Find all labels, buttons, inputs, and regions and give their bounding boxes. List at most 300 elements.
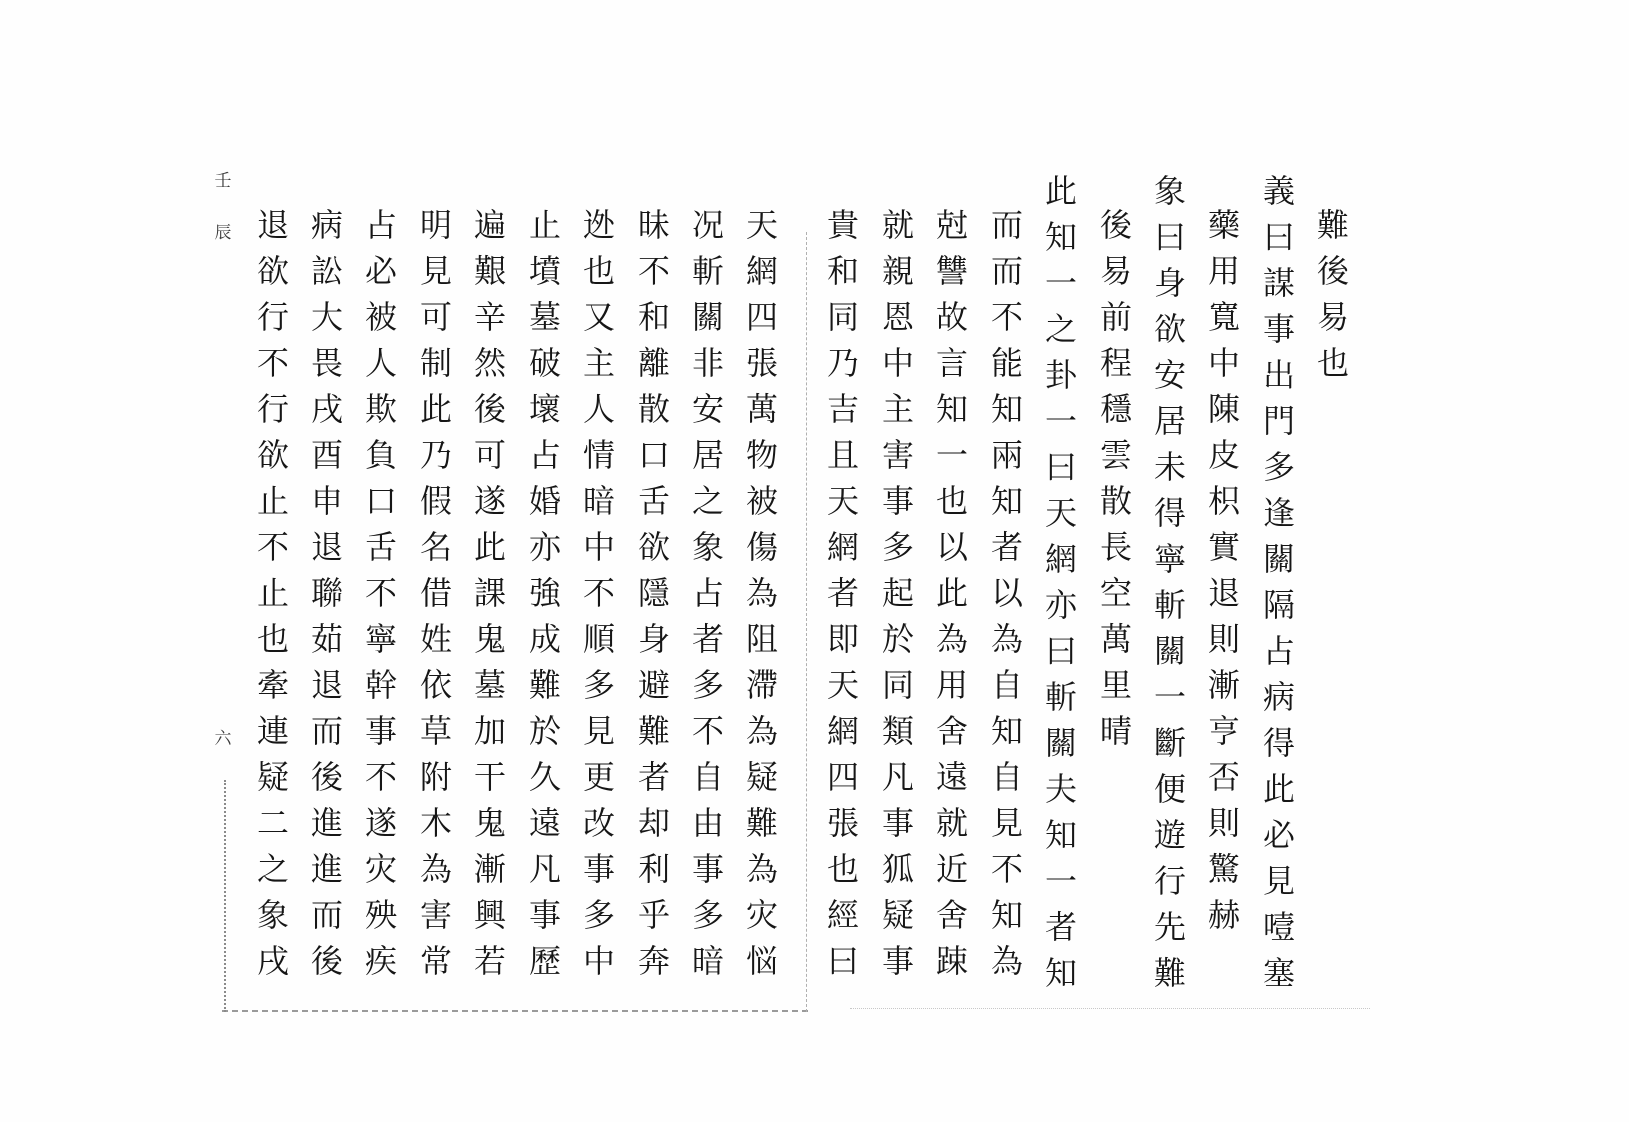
character-glyph: 身: [637, 620, 670, 658]
margin-glyph: 壬: [214, 171, 232, 191]
character-glyph: 由: [691, 804, 724, 842]
character-glyph: 出: [1262, 356, 1295, 394]
text-column-6: [1042, 168, 1080, 996]
character-glyph: 逢: [1262, 494, 1295, 532]
character-glyph: 後: [473, 390, 506, 428]
character-glyph: 關: [1153, 632, 1186, 670]
character-glyph: 口: [637, 436, 670, 474]
character-glyph: 占: [364, 206, 397, 244]
character-glyph: 畏: [310, 344, 343, 382]
character-glyph: 姓: [419, 620, 452, 658]
margin-glyph: 辰: [214, 223, 232, 243]
character-glyph: 漸: [473, 850, 506, 888]
character-glyph: 凡: [528, 850, 561, 888]
character-glyph: 知: [990, 482, 1023, 520]
character-glyph: 易: [1099, 252, 1132, 290]
character-glyph: 一: [1044, 862, 1077, 900]
character-glyph: 不: [637, 252, 670, 290]
character-glyph: 依: [419, 666, 452, 704]
character-glyph: 驚: [1207, 850, 1240, 888]
character-glyph: 遠: [528, 804, 561, 842]
character-glyph: 興: [473, 896, 506, 934]
character-glyph: 張: [745, 344, 778, 382]
character-glyph: 難: [1153, 954, 1186, 992]
character-glyph: 為: [745, 574, 778, 612]
character-glyph: 塞: [1262, 954, 1295, 992]
character-glyph: 悩: [745, 942, 778, 980]
character-glyph: 用: [1207, 252, 1240, 290]
character-glyph: 傷: [745, 528, 778, 566]
character-glyph: 暗: [582, 482, 615, 520]
character-glyph: 改: [582, 804, 615, 842]
character-glyph: 得: [1262, 724, 1295, 762]
character-glyph: 便: [1153, 770, 1186, 808]
character-glyph: 同: [881, 666, 914, 704]
character-glyph: 為: [990, 620, 1023, 658]
character-glyph: 訟: [310, 252, 343, 290]
character-glyph: 舍: [935, 896, 968, 934]
text-column-10: [824, 202, 862, 984]
character-glyph: 牽: [256, 666, 289, 704]
character-glyph: 於: [881, 620, 914, 658]
character-glyph: 歷: [528, 942, 561, 980]
character-glyph: 欺: [364, 390, 397, 428]
character-glyph: 者: [1044, 908, 1077, 946]
character-glyph: 易: [1316, 298, 1349, 336]
character-glyph: 也: [826, 850, 859, 888]
character-glyph: 中: [582, 942, 615, 980]
character-glyph: 加: [473, 712, 506, 750]
character-glyph: 若: [473, 942, 506, 980]
character-glyph: 網: [745, 252, 778, 290]
character-glyph: 後: [310, 758, 343, 796]
text-column-2: [1260, 168, 1298, 996]
character-glyph: 聯: [310, 574, 343, 612]
character-glyph: 以: [990, 574, 1023, 612]
character-glyph: 見: [1262, 862, 1295, 900]
text-column-17: [417, 202, 455, 984]
character-glyph: 曰: [1262, 218, 1295, 256]
character-glyph: 害: [881, 436, 914, 474]
character-glyph: 近: [935, 850, 968, 888]
text-column-7: [988, 202, 1026, 984]
character-glyph: 後: [1316, 252, 1349, 290]
character-glyph: 為: [419, 850, 452, 888]
character-glyph: 成: [528, 620, 561, 658]
character-glyph: 干: [473, 758, 506, 796]
character-glyph: 寧: [1153, 540, 1186, 578]
character-glyph: 知: [935, 390, 968, 428]
text-column-12: [689, 202, 727, 984]
character-glyph: 象: [691, 528, 724, 566]
character-glyph: 而: [310, 712, 343, 750]
character-glyph: 故: [935, 298, 968, 336]
character-glyph: 人: [582, 390, 615, 428]
character-glyph: 被: [745, 482, 778, 520]
character-glyph: 散: [637, 390, 670, 428]
character-glyph: 象: [256, 896, 289, 934]
character-glyph: 否: [1207, 758, 1240, 796]
character-glyph: 為: [745, 850, 778, 888]
character-glyph: 隔: [1262, 586, 1295, 624]
character-glyph: 中: [881, 344, 914, 382]
character-glyph: 知: [1044, 816, 1077, 854]
character-glyph: 必: [364, 252, 397, 290]
character-glyph: 而: [310, 896, 343, 934]
character-glyph: 多: [582, 896, 615, 934]
character-glyph: 况: [691, 206, 724, 244]
character-glyph: 兩: [990, 436, 1023, 474]
character-glyph: 進: [310, 850, 343, 888]
text-column-8: [933, 202, 971, 984]
character-glyph: 四: [826, 758, 859, 796]
character-glyph: 舌: [364, 528, 397, 566]
character-glyph: 此: [1262, 770, 1295, 808]
character-glyph: 殃: [364, 896, 397, 934]
character-glyph: 事: [881, 482, 914, 520]
character-glyph: 茹: [310, 620, 343, 658]
character-glyph: 而: [990, 206, 1023, 244]
character-glyph: 經: [826, 896, 859, 934]
character-glyph: 空: [1099, 574, 1132, 612]
character-glyph: 曰: [1044, 632, 1077, 670]
character-glyph: 迯: [582, 206, 615, 244]
character-glyph: 明: [419, 206, 452, 244]
character-glyph: 假: [419, 482, 452, 520]
character-glyph: 中: [1207, 344, 1240, 382]
text-column-16: [471, 202, 509, 984]
character-glyph: 連: [256, 712, 289, 750]
margin-folio-number: [212, 728, 234, 750]
character-glyph: 天: [1044, 494, 1077, 532]
character-glyph: 自: [990, 666, 1023, 704]
character-glyph: 止: [256, 482, 289, 520]
page-frame-bottom-line: [222, 1010, 808, 1012]
text-column-18: [362, 202, 400, 984]
character-glyph: 曰: [1044, 448, 1077, 486]
page-frame-left-line: [224, 780, 226, 1012]
character-glyph: 實: [1207, 528, 1240, 566]
character-glyph: 寬: [1207, 298, 1240, 336]
character-glyph: 墓: [473, 666, 506, 704]
character-glyph: 難: [1316, 206, 1349, 244]
text-column-4: [1151, 168, 1189, 996]
character-glyph: 灾: [745, 896, 778, 934]
character-glyph: 占: [1262, 632, 1295, 670]
character-glyph: 起: [881, 574, 914, 612]
character-glyph: 噎: [1262, 908, 1295, 946]
character-glyph: 暗: [691, 942, 724, 980]
character-glyph: 不: [691, 712, 724, 750]
character-glyph: 見: [419, 252, 452, 290]
character-glyph: 雲: [1099, 436, 1132, 474]
character-glyph: 亨: [1207, 712, 1240, 750]
character-glyph: 者: [826, 574, 859, 612]
character-glyph: 進: [310, 804, 343, 842]
character-glyph: 行: [256, 390, 289, 428]
character-glyph: 陳: [1207, 390, 1240, 428]
character-glyph: 一: [1153, 678, 1186, 716]
character-glyph: 亦: [1044, 586, 1077, 624]
character-glyph: 知: [1044, 954, 1077, 992]
character-glyph: 類: [881, 712, 914, 750]
character-glyph: 行: [1153, 862, 1186, 900]
character-glyph: 制: [419, 344, 452, 382]
character-glyph: 乃: [826, 344, 859, 382]
character-glyph: 更: [582, 758, 615, 796]
character-glyph: 事: [881, 804, 914, 842]
character-glyph: 亦: [528, 528, 561, 566]
character-glyph: 情: [582, 436, 615, 474]
character-glyph: 居: [691, 436, 724, 474]
character-glyph: 知: [990, 896, 1023, 934]
character-glyph: 名: [419, 528, 452, 566]
character-glyph: 鬼: [473, 804, 506, 842]
text-column-14: [580, 202, 618, 984]
character-glyph: 乎: [637, 896, 670, 934]
text-column-13: [635, 202, 673, 984]
character-glyph: 昧: [637, 206, 670, 244]
character-glyph: 乃: [419, 436, 452, 474]
character-glyph: 破: [528, 344, 561, 382]
text-column-11: [743, 202, 781, 984]
character-glyph: 就: [935, 804, 968, 842]
character-glyph: 止: [256, 574, 289, 612]
character-glyph: 艱: [473, 252, 506, 290]
character-glyph: 讐: [935, 252, 968, 290]
character-glyph: 為: [990, 942, 1023, 980]
character-glyph: 恩: [881, 298, 914, 336]
character-glyph: 不: [256, 344, 289, 382]
character-glyph: 一: [935, 436, 968, 474]
character-glyph: 欲: [256, 252, 289, 290]
character-glyph: 晴: [1099, 712, 1132, 750]
character-glyph: 草: [419, 712, 452, 750]
character-glyph: 舍: [935, 712, 968, 750]
character-glyph: 謀: [1262, 264, 1295, 302]
character-glyph: 不: [364, 758, 397, 796]
character-glyph: 事: [881, 942, 914, 980]
character-glyph: 主: [881, 390, 914, 428]
character-glyph: 且: [826, 436, 859, 474]
character-glyph: 欲: [1153, 310, 1186, 348]
character-glyph: 奔: [637, 942, 670, 980]
margin-folio-text: 六: [214, 729, 232, 749]
character-glyph: 不: [256, 528, 289, 566]
character-glyph: 此: [419, 390, 452, 428]
character-glyph: 之: [691, 482, 724, 520]
character-glyph: 可: [473, 436, 506, 474]
text-column-20: [254, 202, 292, 984]
character-glyph: 遊: [1153, 816, 1186, 854]
character-glyph: 婚: [528, 482, 561, 520]
character-glyph: 事: [582, 850, 615, 888]
character-glyph: 人: [364, 344, 397, 382]
character-glyph: 踈: [935, 942, 968, 980]
text-column-9: [879, 202, 917, 984]
character-glyph: 長: [1099, 528, 1132, 566]
character-glyph: 網: [1044, 540, 1077, 578]
character-glyph: 墳: [528, 252, 561, 290]
character-glyph: 天: [745, 206, 778, 244]
character-glyph: 久: [528, 758, 561, 796]
character-glyph: 多: [881, 528, 914, 566]
character-glyph: 難: [745, 804, 778, 842]
character-glyph: 退: [1207, 574, 1240, 612]
character-glyph: 占: [691, 574, 724, 612]
character-glyph: 病: [1262, 678, 1295, 716]
character-glyph: 關: [1044, 724, 1077, 762]
character-glyph: 利: [637, 850, 670, 888]
page-frame-right-line: [806, 232, 807, 1012]
character-glyph: 強: [528, 574, 561, 612]
character-glyph: 多: [1262, 448, 1295, 486]
character-glyph: 則: [1207, 804, 1240, 842]
character-glyph: 安: [1153, 356, 1186, 394]
character-glyph: 此: [473, 528, 506, 566]
character-glyph: 吉: [826, 390, 859, 428]
character-glyph: 可: [419, 298, 452, 336]
character-glyph: 義: [1262, 172, 1295, 210]
character-glyph: 止: [528, 206, 561, 244]
character-glyph: 知: [990, 390, 1023, 428]
character-glyph: 事: [691, 850, 724, 888]
character-glyph: 事: [1262, 310, 1295, 348]
character-glyph: 程: [1099, 344, 1132, 382]
character-glyph: 事: [364, 712, 397, 750]
character-glyph: 象: [1153, 172, 1186, 210]
character-glyph: 病: [310, 206, 343, 244]
text-column-19: [308, 202, 346, 984]
character-glyph: 卦: [1044, 356, 1077, 394]
character-glyph: 墓: [528, 298, 561, 336]
character-glyph: 藥: [1207, 206, 1240, 244]
character-glyph: 附: [419, 758, 452, 796]
margin-year-label: [212, 170, 234, 274]
character-glyph: 酉: [310, 436, 343, 474]
text-column-5: [1097, 202, 1135, 754]
character-glyph: 也: [1316, 344, 1349, 382]
character-glyph: 散: [1099, 482, 1132, 520]
character-glyph: 關: [1262, 540, 1295, 578]
character-glyph: 阻: [745, 620, 778, 658]
character-glyph: 不: [582, 574, 615, 612]
character-glyph: 戌: [310, 390, 343, 428]
character-glyph: 和: [826, 252, 859, 290]
character-glyph: 尅: [935, 206, 968, 244]
character-glyph: 壞: [528, 390, 561, 428]
character-glyph: 者: [691, 620, 724, 658]
character-glyph: 也: [582, 252, 615, 290]
character-glyph: 同: [826, 298, 859, 336]
character-glyph: 常: [419, 942, 452, 980]
character-glyph: 借: [419, 574, 452, 612]
character-glyph: 退: [310, 666, 343, 704]
character-glyph: 見: [582, 712, 615, 750]
character-glyph: 又: [582, 298, 615, 336]
character-glyph: 漸: [1207, 666, 1240, 704]
character-glyph: 却: [637, 804, 670, 842]
character-glyph: 難: [637, 712, 670, 750]
character-glyph: 遠: [935, 758, 968, 796]
character-glyph: 遍: [473, 206, 506, 244]
character-glyph: 行: [256, 298, 289, 336]
character-glyph: 多: [582, 666, 615, 704]
character-glyph: 木: [419, 804, 452, 842]
character-glyph: 皮: [1207, 436, 1240, 474]
character-glyph: 凡: [881, 758, 914, 796]
character-glyph: 疑: [256, 758, 289, 796]
character-glyph: 知: [990, 712, 1023, 750]
character-glyph: 以: [935, 528, 968, 566]
margin-year-text: [212, 170, 234, 244]
character-glyph: 此: [1044, 172, 1077, 210]
character-glyph: 不: [364, 574, 397, 612]
character-glyph: 為: [745, 712, 778, 750]
character-glyph: 被: [364, 298, 397, 336]
text-column-3: [1205, 202, 1243, 938]
character-glyph: 非: [691, 344, 724, 382]
character-glyph: 前: [1099, 298, 1132, 336]
character-glyph: 害: [419, 896, 452, 934]
character-glyph: 鬼: [473, 620, 506, 658]
character-glyph: 關: [691, 298, 724, 336]
character-glyph: 負: [364, 436, 397, 474]
character-glyph: 退: [256, 206, 289, 244]
character-glyph: 見: [990, 804, 1023, 842]
character-glyph: 疾: [364, 942, 397, 980]
character-glyph: 事: [528, 896, 561, 934]
character-glyph: 多: [691, 896, 724, 934]
character-glyph: 之: [256, 850, 289, 888]
text-column-15: [526, 202, 564, 984]
character-glyph: 萬: [745, 390, 778, 428]
character-glyph: 必: [1262, 816, 1295, 854]
character-glyph: 則: [1207, 620, 1240, 658]
character-glyph: 天: [826, 482, 859, 520]
character-glyph: 言: [935, 344, 968, 382]
character-glyph: 用: [935, 666, 968, 704]
character-glyph: 居: [1153, 402, 1186, 440]
character-glyph: 萬: [1099, 620, 1132, 658]
character-glyph: 者: [990, 528, 1023, 566]
character-glyph: 一: [1044, 264, 1077, 302]
character-glyph: 得: [1153, 494, 1186, 532]
character-glyph: 能: [990, 344, 1023, 382]
character-glyph: 赫: [1207, 896, 1240, 934]
character-glyph: 舌: [637, 482, 670, 520]
character-glyph: 遂: [364, 804, 397, 842]
character-glyph: 網: [826, 528, 859, 566]
character-glyph: 網: [826, 712, 859, 750]
page-bottom-rule: [850, 1008, 1370, 1009]
character-glyph: 申: [310, 482, 343, 520]
character-glyph: 難: [528, 666, 561, 704]
character-glyph: 門: [1262, 402, 1295, 440]
character-glyph: 遂: [473, 482, 506, 520]
character-glyph: 天: [826, 666, 859, 704]
character-glyph: 欲: [637, 528, 670, 566]
character-glyph: 主: [582, 344, 615, 382]
character-glyph: 即: [826, 620, 859, 658]
character-glyph: 辛: [473, 298, 506, 336]
character-glyph: 不: [990, 850, 1023, 888]
character-glyph: 中: [582, 528, 615, 566]
character-glyph: 口: [364, 482, 397, 520]
character-glyph: 寧: [364, 620, 397, 658]
character-glyph: 穩: [1099, 390, 1132, 428]
character-glyph: 里: [1099, 666, 1132, 704]
